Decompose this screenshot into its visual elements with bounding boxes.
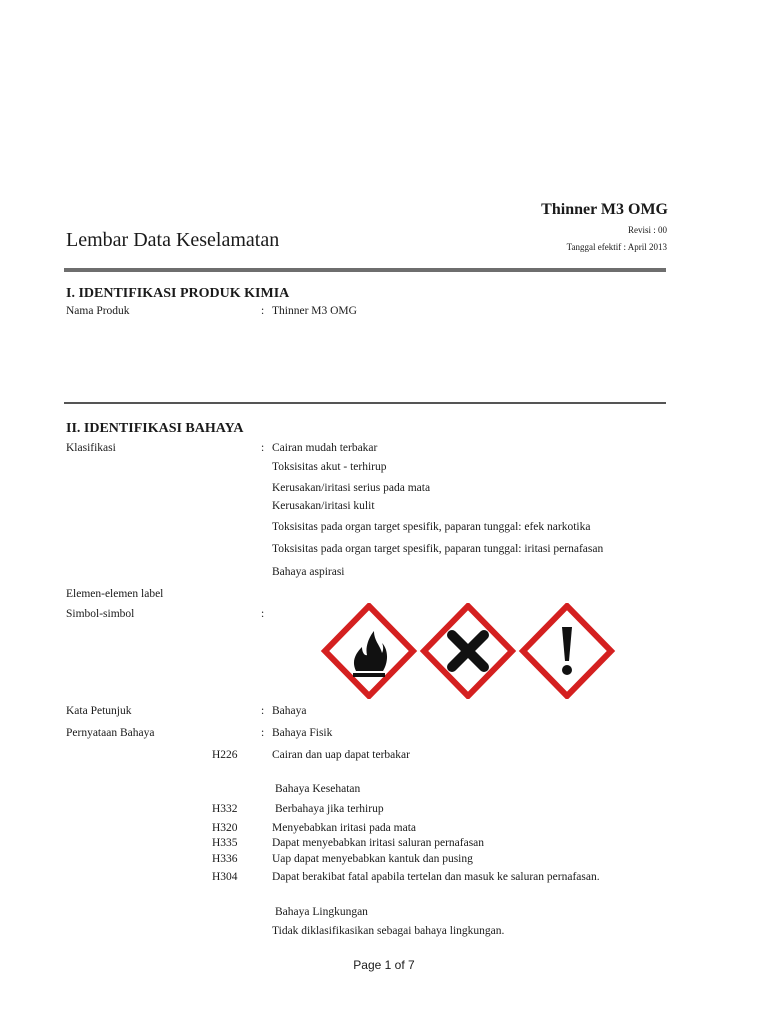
bahaya-lingkungan-heading: Bahaya Lingkungan [275, 906, 368, 918]
nama-produk-label: Nama Produk [66, 305, 130, 317]
hazard-code: H335 [212, 837, 238, 849]
hazard-statement: Menyebabkan iritasi pada mata [272, 822, 417, 834]
klasifikasi-item: Toksisitas pada organ target spesifik, paparan tunggal: iritasi pernafasan [272, 543, 604, 555]
hazard-statement: Cairan dan uap dapat terbakar [272, 749, 410, 761]
effective-date: Tanggal efektif : April 2013 [566, 242, 667, 252]
elemen-label: Elemen-elemen label [66, 588, 164, 600]
hazard-statement: Dapat menyebabkan iritasi saluran pernafasan [272, 837, 485, 849]
klasifikasi-item: Toksisitas pada organ target spesifik, paparan tunggal: efek narkotika [272, 521, 591, 533]
hazard-code: H332 [212, 803, 238, 815]
cross-icon [424, 606, 512, 696]
hazard-statement: Berbahaya jika terhirup [275, 803, 384, 815]
hazard-statement: Uap dapat menyebabkan kantuk dan pusing [272, 853, 473, 865]
bahaya-kesehatan-heading: Bahaya Kesehatan [275, 783, 361, 795]
section-divider [64, 402, 666, 404]
klasifikasi-item: Toksisitas akut - terhirup [272, 461, 387, 473]
bahaya-fisik-heading: Bahaya Fisik [272, 727, 333, 739]
colon-separator: : [261, 442, 265, 454]
hazard-code: H226 [212, 749, 238, 761]
klasifikasi-label: Klasifikasi [66, 442, 116, 454]
colon-separator: : [261, 305, 265, 317]
hazard-code: H320 [212, 822, 238, 834]
klasifikasi-item: Kerusakan/iritasi serius pada mata [272, 482, 431, 494]
ghs-pictograms [320, 603, 670, 699]
colon-separator: : [261, 727, 265, 739]
kata-petunjuk-label: Kata Petunjuk [66, 705, 132, 717]
flame-icon [325, 606, 413, 696]
section-1-title: I. IDENTIFIKASI PRODUK KIMIA [66, 286, 290, 301]
colon-separator: : [261, 705, 265, 717]
simbol-label: Simbol-simbol [66, 608, 135, 620]
page-number: Page 1 of 7 [353, 958, 415, 972]
hazard-statement: Dapat berakibat fatal apabila tertelan dan masuk ke saluran pernafasan. [272, 871, 600, 883]
document-title: Lembar Data Keselamatan [66, 229, 280, 251]
exclamation-icon [523, 606, 611, 696]
pernyataan-bahaya-label: Pernyataan Bahaya [66, 727, 155, 739]
header-divider [64, 268, 666, 272]
section-2-title: II. IDENTIFIKASI BAHAYA [66, 421, 244, 436]
bahaya-lingkungan-text: Tidak diklasifikasikan sebagai bahaya lingkungan. [272, 925, 505, 937]
hazard-code: H304 [212, 871, 238, 883]
klasifikasi-item: Kerusakan/iritasi kulit [272, 500, 375, 512]
colon-separator: : [261, 608, 265, 620]
klasifikasi-item: Cairan mudah terbakar [272, 442, 378, 454]
kata-petunjuk-value: Bahaya [272, 705, 307, 717]
product-name-header: Thinner M3 OMG [541, 201, 668, 218]
hazard-code: H336 [212, 853, 238, 865]
klasifikasi-item: Bahaya aspirasi [272, 566, 345, 578]
revision-number: Revisi : 00 [627, 225, 667, 235]
nama-produk-value: Thinner M3 OMG [272, 305, 357, 317]
